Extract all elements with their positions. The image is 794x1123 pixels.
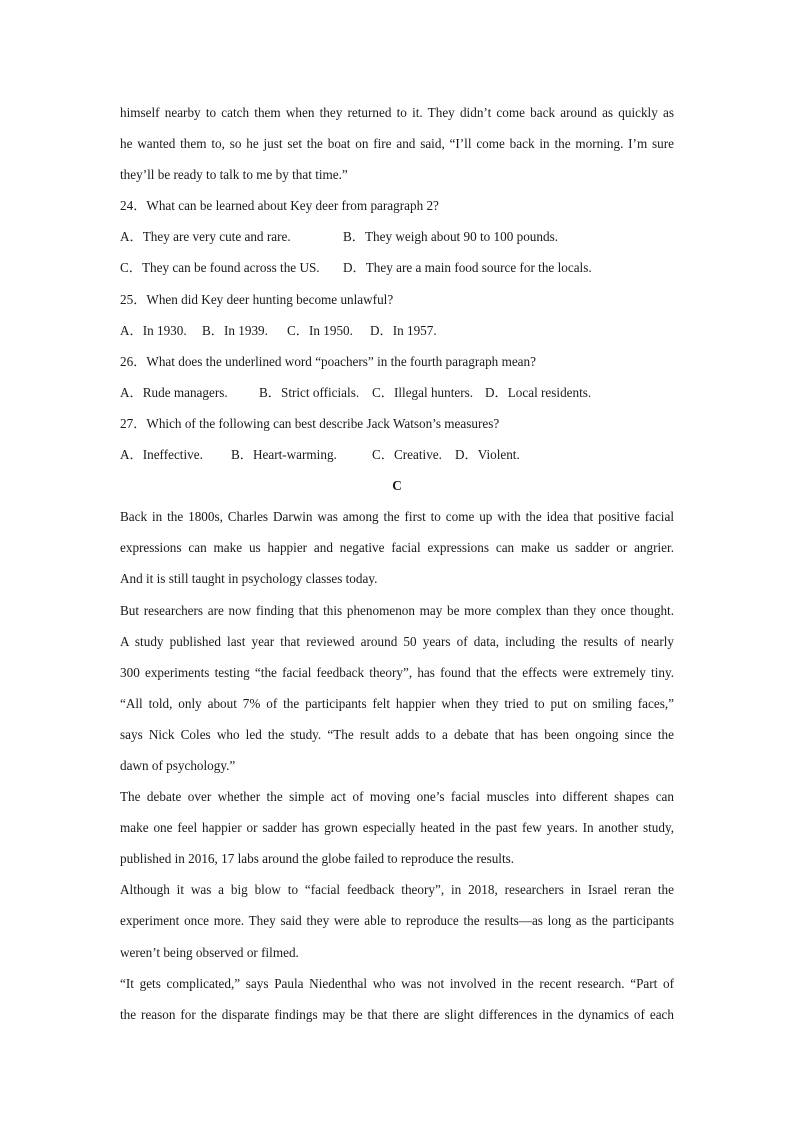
option-c: C．Creative.: [372, 447, 442, 463]
option-b: B．In 1939.: [202, 322, 268, 338]
passage-line: Back in the 1800s, Charles Darwin was among the first to come up with the idea that positive facial: [120, 509, 674, 525]
question-25-options: [120, 315, 674, 346]
question-26-options: [120, 377, 674, 408]
option-c: C．Illegal hunters.: [372, 384, 474, 400]
passage-line: the reason for the disparate findings may be that there are slight differences in the dynamics of each: [120, 1006, 674, 1022]
option-b: B．Strict officials.: [259, 384, 360, 400]
question-27-stem: 27．Which of the following can best describe Jack Watson’s measures?: [120, 415, 500, 431]
passage-line: “All told, only about 7% of the participants felt happier when they tried to put on smiling faces,”: [120, 695, 674, 711]
passage-line: expressions can make us happier and negative facial expressions can make us sadder or angrier.: [120, 540, 674, 556]
option-c: C．They can be found across the US.: [120, 260, 320, 276]
passage-line: Although it was a big blow to “facial feedback theory”, in 2018, researchers in Israel reran the: [120, 882, 674, 898]
option-b: B．They weigh about 90 to 100 pounds.: [343, 229, 559, 245]
question-26-stem: 26．What does the underlined word “poachers” in the fourth paragraph mean?: [120, 353, 536, 369]
passage-line: himself nearby to catch them when they returned to it. They didn’t come back around as quickly as: [120, 105, 674, 120]
option-d: D．They are a main food source for the locals.: [343, 260, 592, 276]
passage-line: But researchers are now finding that this phenomenon may be more complex than they once thought.: [120, 602, 674, 618]
option-a: A．In 1930.: [120, 322, 187, 338]
passage-line: A study published last year that reviewed around 50 years of data, including the results of nearly: [120, 633, 674, 649]
option-a: A．They are very cute and rare.: [120, 229, 291, 245]
option-d: D．Local residents.: [485, 384, 592, 400]
question-24-options-row-1: [120, 221, 674, 252]
section-heading-c: C: [392, 478, 402, 494]
option-a: A．Rude managers.: [120, 384, 228, 400]
option-d: D．In 1957.: [370, 322, 437, 338]
passage-line: weren’t being observed or filmed.: [120, 944, 299, 960]
passage-line: dawn of psychology.”: [120, 757, 236, 773]
question-27-options: [120, 439, 674, 470]
option-c: C．In 1950.: [287, 322, 353, 338]
passage-line: The debate over whether the simple act of moving one’s facial muscles into different shapes can: [120, 789, 674, 805]
option-a: A．Ineffective.: [120, 447, 203, 463]
question-24-stem: 24．What can be learned about Key deer from paragraph 2?: [120, 198, 439, 214]
passage-line: make one feel happier or sadder has grown especially heated in the past few years. In another study,: [120, 820, 674, 836]
passage-line: “It gets complicated,” says Paula Niedenthal who was not involved in the recent research. “Part of: [120, 975, 674, 991]
passage-line: they’ll be ready to talk to me by that time.”: [120, 167, 348, 183]
passage-line: And it is still taught in psychology classes today.: [120, 571, 378, 587]
passage-line: he wanted them to, so he just set the boat on fire and said, “I’ll come back in the morning. I’m sure: [120, 136, 674, 152]
document-page: [120, 97, 674, 1030]
passage-line: published in 2016, 17 labs around the globe failed to reproduce the results.: [120, 851, 515, 867]
passage-line: experiment once more. They said they were able to reproduce the results—as long as the participants: [120, 913, 674, 929]
question-24-options-row-2: [120, 252, 674, 283]
passage-line: says Nick Coles who led the study. “The result adds to a debate that has been ongoing since the: [120, 726, 674, 742]
question-25-stem: 25．When did Key deer hunting become unlawful?: [120, 291, 394, 307]
option-b: B．Heart-warming.: [231, 447, 337, 463]
option-d: D．Violent.: [455, 447, 520, 463]
passage-line: 300 experiments testing “the facial feedback theory”, has found that the effects were extremely tiny.: [120, 664, 674, 680]
